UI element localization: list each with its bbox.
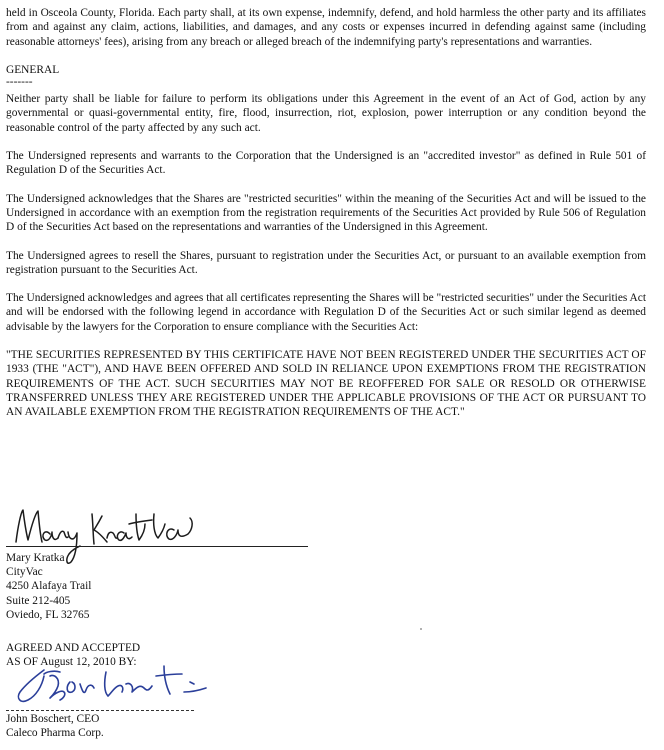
agreed-accepted-label: AGREED AND ACCEPTED xyxy=(6,642,141,654)
scan-speck xyxy=(420,628,422,630)
document-body xyxy=(6,6,646,420)
acceptance-signer-name-title: John Boschert, CEO xyxy=(6,713,100,725)
general-heading: GENERAL xyxy=(6,63,60,76)
legend-endorsement-paragraph: The Undersigned acknowledges and agrees that all certificates representing the Shares will be "restricted securities" under the Securities Act and will be endorsed with the following legend in accordance with Regulation D of the Securities Act or such similar legend as deemed advisable by the lawyers for the Corporation to ensure compliance with the Securities Act: xyxy=(6,292,646,333)
force-majeure-paragraph: Neither party shall be liable for failure to perform its obligations under this Agreement in the event of an Act of God, action by any governmental or quasi-governmental entity, fire, flood, insurrection, riot, explosion, power interruption or any condition beyond the reasonable control of the party affected by any such act. xyxy=(6,93,646,134)
signature-john-boschert xyxy=(14,662,214,712)
undersigned-name: Mary Kratka xyxy=(6,552,65,564)
accredited-investor-paragraph: The Undersigned represents and warrants to the Corporation that the Undersigned is an "accredited investor" as defined in Rule 501 of Regulation D of the Securities Act. xyxy=(6,150,646,177)
undersigned-company: CityVac xyxy=(6,566,43,579)
general-heading-rule: ------- xyxy=(6,76,33,89)
undersigned-address-line-2: Suite 212-405 xyxy=(6,594,71,607)
indemnification-paragraph: held in Osceola County, Florida. Each party shall, at its own expense, indemnify, defend, and hold harmless the other party and its affiliates from and against any claim, actions, liabilities, and damages, and any costs or expenses incurred in defending against same (including reasonable attorneys' fees), arising from any breach or alleged breach of the indemnifying party's representations and warranties. xyxy=(6,7,646,48)
restricted-securities-paragraph: The Undersigned acknowledges that the Shares are "restricted securities" within the meaning of the Securities Act and will be issued to the Undersigned in accordance with an exemption from the registration requirements of the Securities Act provided by Rule 506 of Regulation D of the Securities Act based on the representations and warranties of the Undersigned in this Agreement. xyxy=(6,192,646,234)
acceptance-signer-company: Caleco Pharma Corp. xyxy=(6,727,104,740)
resale-paragraph: The Undersigned agrees to resell the Shares, pursuant to registration under the Securities Act, or pursuant to an available exemption from registration pursuant to the Securities Act. xyxy=(6,249,646,276)
securities-legend: "THE SECURITIES REPRESENTED BY THIS CERTIFICATE HAVE NOT BEEN REGISTERED UNDER THE SECURITIES ACT OF 1933 (THE "ACT"), AND HAVE BEEN OFFERED AND SOLD IN RELIANCE UPON EXEMPTIONS FROM THE REGISTRATION REQUIREMENTS OF THE ACT. SUCH SECURITIES MAY NOT BE REOFFERED FOR SALE OR RESOLD OR OTHERWISE TRANSFERRED UNLESS THEY ARE REGISTERED UNDER THE APPLICABLE PROVISIONS OF THE ACT OR PURSUANT TO AN AVAILABLE EXEMPTION FROM THE REGISTRATION REQUIREMENTS OF THE ACT." xyxy=(6,349,646,419)
acceptance-signer-block xyxy=(6,712,104,740)
signature-line-undersigned xyxy=(6,546,308,547)
undersigned-address-line-1: 4250 Alafaya Trail xyxy=(6,580,92,593)
undersigned-block xyxy=(6,551,91,622)
undersigned-city-state-zip: Oviedo, FL 32765 xyxy=(6,608,90,621)
acceptance-date-label: AS OF August 12, 2010 BY: xyxy=(6,656,137,669)
